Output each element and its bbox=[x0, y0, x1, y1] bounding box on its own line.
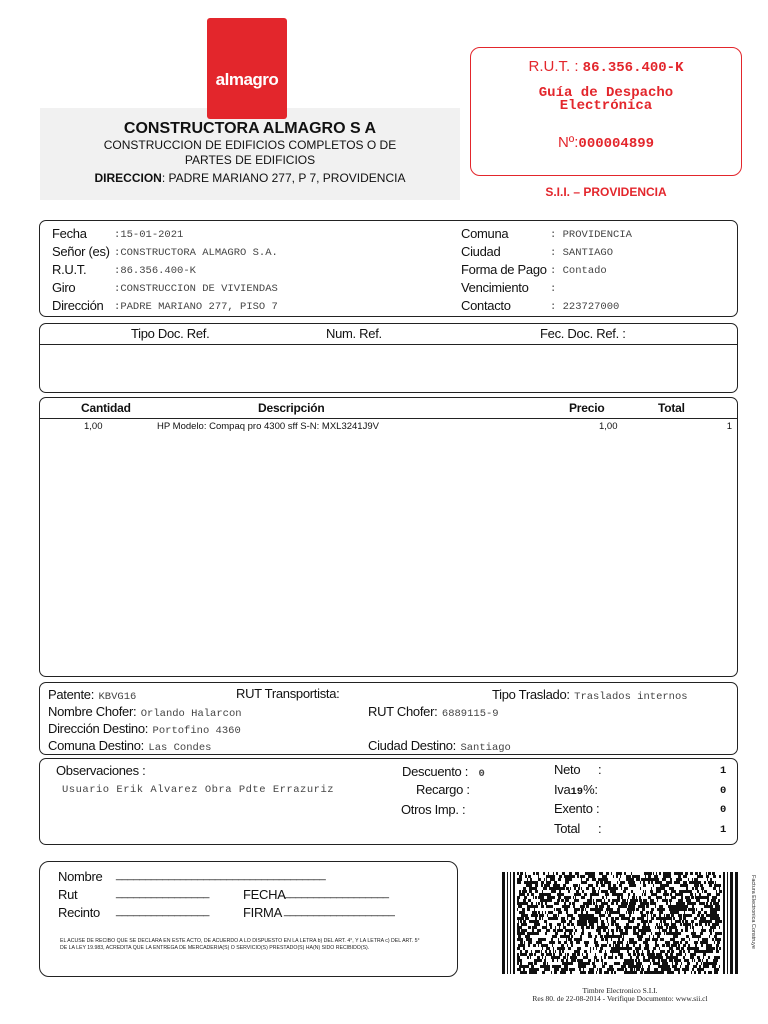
field-value: Las Condes bbox=[148, 742, 212, 754]
total-label: Total bbox=[554, 821, 580, 836]
document-type bbox=[471, 87, 741, 113]
field-label: Ciudad bbox=[461, 244, 501, 259]
client-left-column bbox=[52, 226, 452, 316]
timbre-resolution: Res 80. de 22-08-2014 - Verifique Documento: www.sii.cl bbox=[532, 994, 708, 1003]
row-cantidad: 1,00 bbox=[84, 421, 103, 432]
receipt-nombre-line: ____________________________________ bbox=[116, 869, 326, 881]
receipt-legal-text: EL ACUSE DE RECIBO QUE SE DECLARA EN ESTE ACTO, DE ACUERDO A LO DISPUESTO EN LA LETRA b) DEL ART. 4°, Y LA LETRA c) DEL ART. 5° DE LA LEY 19.983, ACREDITA QUE LA ENTREGA DE MERCADERIA(S) O SERVICIO(S) PRESTADO(S) HA(N) SIDO RECIBIDO(S). bbox=[60, 938, 420, 951]
receipt-fecha-line: __________________ bbox=[284, 887, 389, 899]
observaciones-label: Observaciones : bbox=[56, 763, 146, 778]
pdf417-barcode bbox=[502, 872, 738, 974]
field-label: Tipo Traslado: bbox=[492, 687, 570, 702]
field-label: Descuento : bbox=[402, 764, 469, 779]
ciudad-destino-field bbox=[368, 737, 511, 755]
field-label: Fecha bbox=[52, 226, 87, 241]
client-field: Vencimiento : bbox=[461, 280, 557, 295]
address-label: DIRECCION bbox=[94, 171, 162, 185]
field-label: RUT Chofer: bbox=[368, 704, 438, 719]
chofer-field bbox=[48, 703, 242, 721]
field-value: 15-01-2021 bbox=[120, 229, 184, 241]
receipt-recinto-line: ________________ bbox=[116, 905, 210, 917]
field-label: Dirección bbox=[52, 298, 104, 313]
field-value: 0 bbox=[478, 768, 485, 780]
row-total: 1 bbox=[726, 421, 732, 432]
neto-colon: : bbox=[598, 762, 602, 777]
company-activity: CONSTRUCCION DE EDIFICIOS COMPLETOS O DE PARTES DE EDIFICIOS bbox=[103, 138, 397, 167]
field-value: 86.356.400-K bbox=[120, 265, 196, 277]
field-value: Traslados internos bbox=[574, 691, 688, 703]
field-value: PROVIDENCIA bbox=[562, 229, 632, 241]
field-label: Vencimiento bbox=[461, 280, 529, 295]
table-row bbox=[39, 421, 738, 433]
company-name: CONSTRUCTORA ALMAGRO S A bbox=[123, 120, 377, 137]
field-value: 223727000 bbox=[562, 301, 620, 313]
timbre-electronico bbox=[480, 987, 760, 1003]
rut-transportista-label: RUT Transportista: bbox=[236, 686, 340, 701]
field-label: Ciudad Destino: bbox=[368, 738, 456, 753]
exento-label: Exento : bbox=[554, 801, 600, 816]
field-label: Forma de Pago bbox=[461, 262, 547, 277]
iva-percent: 19 bbox=[570, 786, 584, 798]
document-type-line1: Guía de Despacho bbox=[538, 85, 674, 101]
client-field: Contacto : 223727000 bbox=[461, 298, 620, 313]
rut-value: 86.356.400-K bbox=[582, 60, 684, 76]
field-label: Señor (es) bbox=[52, 244, 110, 259]
client-field: Ciudad : SANTIAGO bbox=[461, 244, 614, 259]
issuer-rut bbox=[471, 58, 741, 76]
receipt-firma-line: ___________________ bbox=[284, 905, 395, 917]
items-header-divider bbox=[39, 418, 738, 419]
field-value: Contado bbox=[562, 265, 607, 277]
receipt-rut-label: Rut bbox=[58, 887, 78, 902]
exento-value: 0 bbox=[720, 804, 727, 816]
folio-label: Nº: bbox=[557, 134, 579, 151]
document-type-line2: Electrónica bbox=[559, 98, 653, 114]
total-value: 1 bbox=[720, 824, 727, 836]
company-address bbox=[40, 171, 460, 185]
client-field: Giro :CONSTRUCCION DE VIVIENDAS bbox=[52, 280, 278, 295]
field-value: Portofino 4360 bbox=[152, 725, 241, 737]
row-descripcion: HP Modelo: Compaq pro 4300 sff S-N: MXL3241J9V bbox=[157, 421, 379, 432]
total-colon: : bbox=[598, 821, 602, 836]
sii-office: S.I.I. – PROVIDENCIA bbox=[545, 185, 667, 199]
side-vertical-label bbox=[745, 875, 755, 975]
client-field: Forma de Pago : Contado bbox=[461, 262, 607, 277]
otros-imp-label: Otros Imp. : bbox=[401, 802, 466, 817]
row-precio: 1,00 bbox=[599, 421, 618, 432]
field-label: Comuna bbox=[461, 226, 509, 241]
ref-tipo-doc-header: Tipo Doc. Ref. bbox=[131, 326, 210, 341]
field-label: Nombre Chofer: bbox=[48, 704, 137, 719]
iva-suffix: %: bbox=[583, 782, 598, 797]
observaciones-value: Usuario Erik Alvarez Obra Pdte Errazuriz bbox=[62, 784, 335, 796]
field-label: R.U.T. bbox=[52, 262, 87, 277]
patente-field bbox=[48, 686, 136, 704]
neto-label: Neto bbox=[554, 762, 581, 777]
field-value: Orlando Halarcon bbox=[140, 708, 242, 720]
receipt-nombre-label: Nombre bbox=[58, 869, 103, 884]
descuento-field bbox=[402, 763, 485, 781]
col-precio-header: Precio bbox=[569, 401, 605, 415]
side-vertical-text: Factura Electronica Construye bbox=[750, 875, 756, 949]
iva-value: 0 bbox=[720, 785, 727, 797]
field-value: SANTIAGO bbox=[562, 247, 614, 259]
ref-fecha-header: Fec. Doc. Ref. : bbox=[540, 326, 626, 341]
client-field: Comuna : PROVIDENCIA bbox=[461, 226, 632, 241]
field-value: KBVG16 bbox=[98, 691, 137, 703]
field-value: CONSTRUCTORA ALMAGRO S.A. bbox=[120, 247, 278, 259]
client-right-column bbox=[461, 226, 731, 316]
col-cantidad-header: Cantidad bbox=[81, 401, 131, 415]
timbre-title: Timbre Electronico S.I.I. bbox=[582, 986, 658, 995]
field-value: 6889115-9 bbox=[441, 708, 499, 720]
address-value: : PADRE MARIANO 277, P 7, PROVIDENCIA bbox=[161, 171, 406, 185]
field-value: CONSTRUCCION DE VIVIENDAS bbox=[120, 283, 278, 295]
almagro-logo bbox=[207, 18, 287, 119]
client-field: Fecha :15-01-2021 bbox=[52, 226, 184, 241]
field-label: Iva bbox=[554, 782, 571, 797]
receipt-recinto-label: Recinto bbox=[58, 905, 100, 920]
col-total-header: Total bbox=[658, 401, 685, 415]
ref-num-header: Num. Ref. bbox=[326, 326, 382, 341]
rut-label: R.U.T. : bbox=[528, 58, 579, 75]
references-divider bbox=[39, 344, 738, 345]
iva-field bbox=[554, 781, 598, 799]
comuna-destino-field bbox=[48, 737, 211, 755]
field-label: Comuna Destino: bbox=[48, 738, 144, 753]
folio-value: 000004899 bbox=[578, 136, 655, 152]
items-table bbox=[39, 397, 738, 677]
tipo-traslado-field bbox=[492, 686, 688, 704]
field-label: Patente: bbox=[48, 687, 95, 702]
receipt-rut-line: ________________ bbox=[116, 887, 210, 899]
field-label: Dirección Destino: bbox=[48, 721, 149, 736]
folio-number bbox=[471, 134, 741, 152]
logo-text: almagro bbox=[215, 70, 279, 89]
neto-value: 1 bbox=[720, 765, 727, 777]
client-field: Señor (es) :CONSTRUCTORA ALMAGRO S.A. bbox=[52, 244, 278, 259]
client-field: Dirección :PADRE MARIANO 277, PISO 7 bbox=[52, 298, 278, 313]
field-label: Giro bbox=[52, 280, 76, 295]
direccion-destino-field bbox=[48, 720, 241, 738]
recargo-label: Recargo : bbox=[416, 782, 470, 797]
rut-chofer-field bbox=[368, 703, 499, 721]
client-field: R.U.T. :86.356.400-K bbox=[52, 262, 196, 277]
document-id-box bbox=[470, 47, 742, 176]
receipt-firma-label: FIRMA bbox=[243, 905, 282, 920]
receipt-fecha-label: FECHA bbox=[243, 887, 286, 902]
field-label: Contacto bbox=[461, 298, 511, 313]
field-value: Santiago bbox=[460, 742, 511, 754]
field-value: PADRE MARIANO 277, PISO 7 bbox=[120, 301, 278, 313]
col-descripcion-header: Descripción bbox=[258, 401, 325, 415]
